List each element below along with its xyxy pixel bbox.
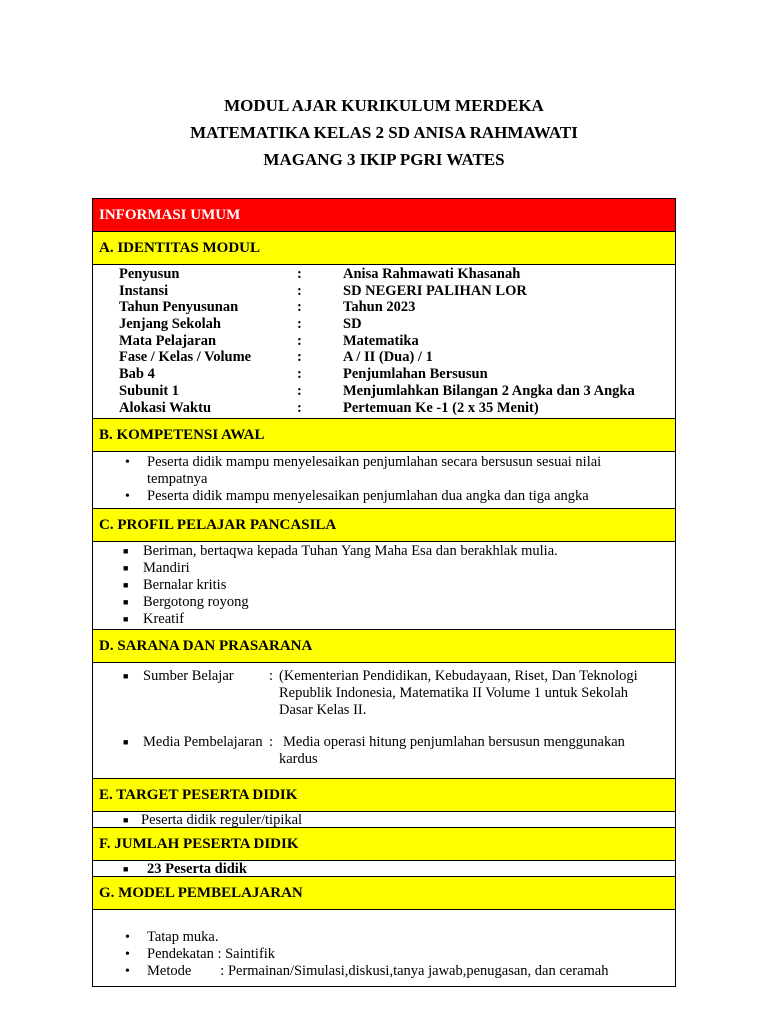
- model-heading: G. MODEL PEMBELAJARAN: [99, 884, 303, 901]
- identitas-colon: :: [297, 299, 302, 316]
- identitas-row: [93, 266, 675, 283]
- identitas-row: [93, 316, 675, 333]
- sumber-belajar-value: Republik Indonesia, Matematika II Volume 1 untuk Sekolah: [279, 685, 629, 702]
- list-item: [125, 929, 675, 946]
- media-pembelajaran-value: Media operasi hitung penjumlahan bersusun menggunakan: [283, 734, 625, 751]
- identitas-row: [93, 400, 675, 417]
- jumlah-list: [93, 861, 675, 877]
- sumber-belajar-label: Sumber Belajar: [143, 668, 234, 685]
- profil-heading: C. PROFIL PELAJAR PANCASILA: [99, 516, 337, 533]
- document-title: [0, 92, 768, 173]
- identitas-label: Penyusun: [119, 266, 180, 282]
- bullet-square-icon: ■: [123, 563, 129, 574]
- identitas-colon: :: [297, 282, 302, 299]
- informasi-umum-header: [93, 199, 675, 232]
- list-item: [123, 560, 675, 577]
- target-item: Peserta didik reguler/tipikal: [141, 812, 303, 829]
- list-item: [123, 577, 675, 594]
- model-body: [93, 910, 675, 986]
- kompetensi-header: [93, 419, 675, 452]
- list-item: [125, 963, 675, 980]
- model-item: Pendekatan : Saintifik: [147, 946, 276, 963]
- sarana-body: [93, 663, 675, 779]
- profil-item: Bernalar kritis: [143, 577, 227, 594]
- identitas-label: Bab 4: [119, 366, 155, 383]
- kompetensi-list: [93, 454, 675, 505]
- identitas-header: [93, 232, 675, 265]
- kompetensi-body: [93, 452, 675, 509]
- bullet-square-icon: ■: [123, 546, 129, 557]
- identitas-colon: :: [297, 349, 302, 366]
- media-pembelajaran-label: Media Pembelajaran: [143, 734, 263, 751]
- bullet-square-icon: ■: [123, 597, 129, 608]
- identitas-label: Subunit 1: [119, 382, 180, 399]
- identitas-colon: :: [297, 266, 302, 282]
- identitas-row: [93, 383, 675, 400]
- sarana-heading: D. SARANA DAN PRASARANA: [99, 637, 313, 654]
- identitas-value: Matematika: [343, 332, 419, 349]
- list-item: [123, 812, 675, 828]
- module-table: [92, 198, 676, 987]
- sarana-header: [93, 630, 675, 663]
- identitas-colon: :: [297, 316, 302, 333]
- target-header: [93, 779, 675, 812]
- bullet-dot-icon: •: [125, 947, 130, 963]
- kompetensi-item-line: Peserta didik mampu menyelesaikan penjumlahan dua angka dan tiga angka: [147, 488, 589, 505]
- bullet-square-icon: ■: [123, 737, 129, 748]
- identitas-value: Menjumlahkan Bilangan 2 Angka dan 3 Angka: [343, 382, 635, 399]
- identitas-label: Jenjang Sekolah: [119, 316, 221, 333]
- identitas-colon: :: [297, 366, 302, 383]
- media-pembelajaran-colon: :: [269, 734, 274, 751]
- identitas-label: Mata Pelajaran: [119, 332, 217, 349]
- model-item: Metode : Permainan/Simulasi,diskusi,tanya jawab,penugasan, dan ceramah: [147, 963, 609, 980]
- identitas-value: Tahun 2023: [343, 299, 416, 316]
- model-item: Tatap muka.: [147, 929, 219, 946]
- list-item: [123, 611, 675, 628]
- bullet-square-icon: ■: [123, 815, 129, 826]
- list-item: [123, 594, 675, 611]
- target-heading: E. TARGET PESERTA DIDIK: [99, 786, 298, 803]
- target-body: [93, 812, 675, 828]
- sumber-belajar-colon: :: [269, 668, 274, 685]
- identitas-label: Fase / Kelas / Volume: [119, 349, 252, 366]
- bullet-square-icon: ■: [123, 580, 129, 591]
- sumber-belajar-value: Dasar Kelas II.: [279, 702, 367, 719]
- profil-body: [93, 542, 675, 630]
- target-list: [93, 812, 675, 828]
- bullet-dot-icon: •: [125, 489, 130, 505]
- identitas-row: [93, 333, 675, 350]
- kompetensi-heading: B. KOMPETENSI AWAL: [99, 426, 265, 443]
- list-item: [125, 946, 675, 963]
- profil-item: Kreatif: [143, 611, 185, 628]
- jumlah-heading: F. JUMLAH PESERTA DIDIK: [99, 835, 299, 852]
- bullet-square-icon: ■: [123, 671, 129, 682]
- bullet-dot-icon: •: [125, 964, 130, 980]
- profil-item: Bergotong royong: [143, 594, 249, 611]
- model-list: [93, 929, 675, 980]
- list-item: [123, 861, 675, 877]
- identitas-colon: :: [297, 332, 302, 349]
- identitas-label: Alokasi Waktu: [119, 399, 212, 416]
- bullet-dot-icon: •: [125, 930, 130, 946]
- title-line-1: MODUL AJAR KURIKULUM MERDEKA: [224, 96, 544, 115]
- identitas-label: Instansi: [119, 282, 169, 299]
- model-header: [93, 877, 675, 910]
- identitas-value: SD: [343, 316, 362, 333]
- identitas-colon: :: [297, 399, 302, 416]
- profil-list: [93, 543, 675, 628]
- kompetensi-item-line: Peserta didik mampu menyelesaikan penjumlahan secara bersusun sesuai nilai: [147, 454, 602, 471]
- identitas-colon: :: [297, 382, 302, 399]
- bullet-square-icon: ■: [123, 614, 129, 625]
- identitas-row: [93, 283, 675, 300]
- identitas-row: [93, 349, 675, 366]
- identitas-row: [93, 299, 675, 316]
- list-item: [125, 454, 675, 488]
- bullet-square-icon: ■: [123, 864, 129, 875]
- informasi-umum-label: INFORMASI UMUM: [99, 206, 241, 223]
- bullet-dot-icon: •: [125, 455, 130, 471]
- sumber-belajar-value: (Kementerian Pendidikan, Kebudayaan, Riset, Dan Teknologi: [279, 668, 638, 685]
- title-line-2: MATEMATIKA KELAS 2 SD ANISA RAHMAWATI: [190, 123, 578, 142]
- profil-header: [93, 509, 675, 542]
- jumlah-body: [93, 861, 675, 877]
- jumlah-item: 23 Peserta didik: [147, 861, 247, 878]
- media-pembelajaran-value: kardus: [279, 751, 318, 768]
- identitas-row: [93, 366, 675, 383]
- identitas-label: Tahun Penyusunan: [119, 299, 239, 316]
- identitas-value: A / II (Dua) / 1: [343, 349, 433, 366]
- profil-item: Beriman, bertaqwa kepada Tuhan Yang Maha Esa dan berakhlak mulia.: [143, 543, 558, 560]
- identitas-value: SD NEGERI PALIHAN LOR: [343, 282, 527, 299]
- identitas-heading: A. IDENTITAS MODUL: [99, 239, 260, 256]
- list-item: [125, 488, 675, 505]
- list-item: [123, 543, 675, 560]
- identitas-value: Pertemuan Ke -1 (2 x 35 Menit): [343, 399, 539, 416]
- title-line-3: MAGANG 3 IKIP PGRI WATES: [263, 150, 505, 169]
- jumlah-header: [93, 828, 675, 861]
- identitas-value: Anisa Rahmawati Khasanah: [343, 266, 521, 282]
- kompetensi-item-line: tempatnya: [147, 471, 208, 488]
- identitas-value: Penjumlahan Bersusun: [343, 366, 488, 383]
- profil-item: Mandiri: [143, 560, 190, 577]
- identitas-body: [93, 265, 675, 419]
